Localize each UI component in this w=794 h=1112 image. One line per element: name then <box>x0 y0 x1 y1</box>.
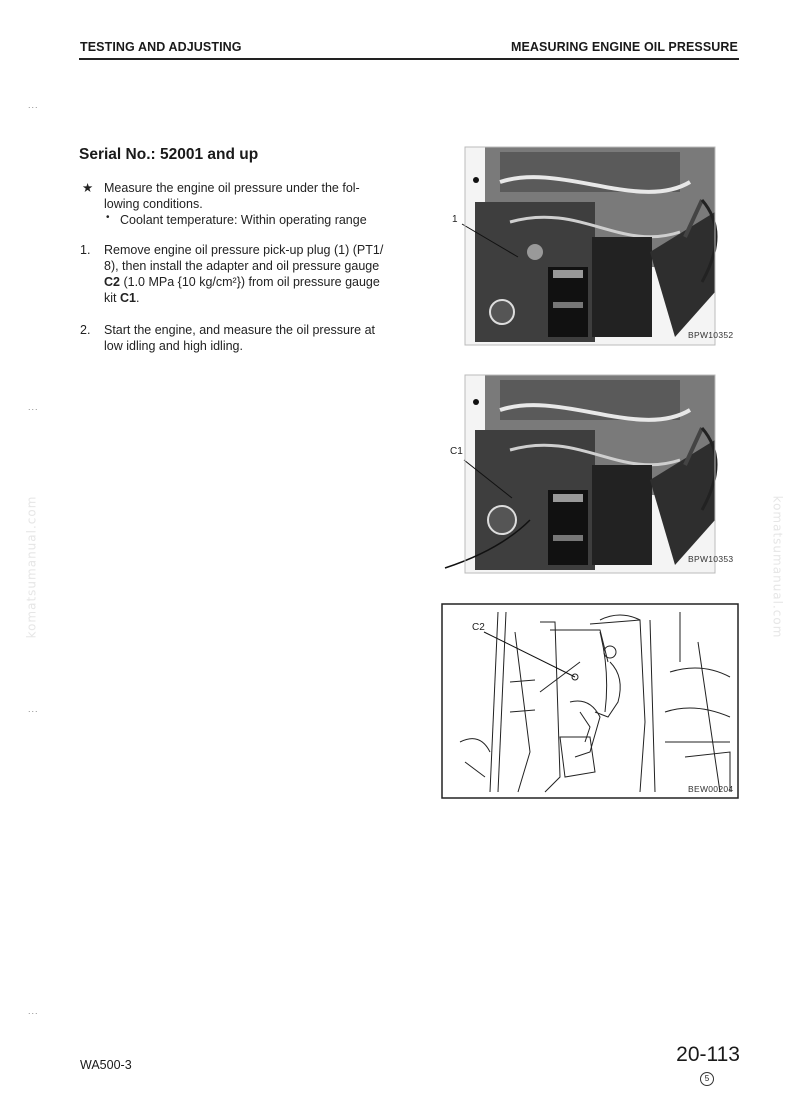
margin-dots: ... <box>28 704 39 714</box>
step-number: 2. <box>80 323 91 337</box>
header-page-topic: MEASURING ENGINE OIL PRESSURE <box>510 40 738 54</box>
engine-photo-image <box>440 370 740 580</box>
cab-drawing-image <box>440 602 740 800</box>
figure-gauge-c1 <box>440 370 740 580</box>
step-line <box>104 274 424 290</box>
watermark-right: komatsumanual.com <box>770 495 785 639</box>
figure-code: BEW00204 <box>688 784 734 794</box>
header-section-title: TESTING AND ADJUSTING <box>80 40 242 54</box>
step-line: Start the engine, and measure the oil pressure at <box>104 323 375 337</box>
figure-code: BPW10352 <box>688 330 734 340</box>
step-line-rest: (1.0 MPa {10 kg/cm²}) from oil pressure gauge <box>119 275 380 289</box>
margin-dots: ... <box>28 402 39 412</box>
step-text <box>104 322 424 354</box>
tool-code: C1 <box>119 291 136 305</box>
note-line: lowing conditions. <box>104 197 203 211</box>
step-line: low idling and high idling. <box>104 339 243 353</box>
tool-code: C2 <box>104 275 120 289</box>
step-line: 8), then install the adapter and oil pressure gauge <box>104 259 380 273</box>
note-bullet-text: Coolant temperature: Within operating range <box>120 213 367 227</box>
revision-mark: 5 <box>700 1072 714 1086</box>
step-line: Remove engine oil pressure pick-up plug (1) (PT1/ <box>104 243 384 257</box>
bullet-icon: • <box>106 212 110 223</box>
figure-code: BPW10353 <box>688 554 734 564</box>
header-rule <box>79 58 739 60</box>
step-text <box>104 242 424 306</box>
note-line: Measure the engine oil pressure under the fol- <box>104 181 360 195</box>
step-line-pre: kit <box>104 291 120 305</box>
watermark-left: komatsumanual.com <box>24 495 39 639</box>
engine-photo-image <box>440 142 740 352</box>
margin-dots: ... <box>28 100 39 110</box>
section-title: Serial No.: 52001 and up <box>79 146 259 163</box>
footer-page-number: 20-113 <box>676 1043 740 1066</box>
figure-gauge-c2-cab <box>440 602 740 800</box>
step-number: 1. <box>80 243 91 257</box>
figure-callout-label: C2 <box>472 622 485 633</box>
figure-engine-plug <box>440 142 740 352</box>
star-icon: ★ <box>82 181 94 195</box>
figure-callout-label: 1 <box>452 214 458 225</box>
step-line-post: . <box>135 291 140 305</box>
margin-dots: ... <box>28 1006 39 1016</box>
note-text <box>104 180 419 212</box>
figure-callout-label: C1 <box>450 446 463 457</box>
footer-model: WA500-3 <box>80 1058 132 1072</box>
step-line <box>104 290 424 306</box>
